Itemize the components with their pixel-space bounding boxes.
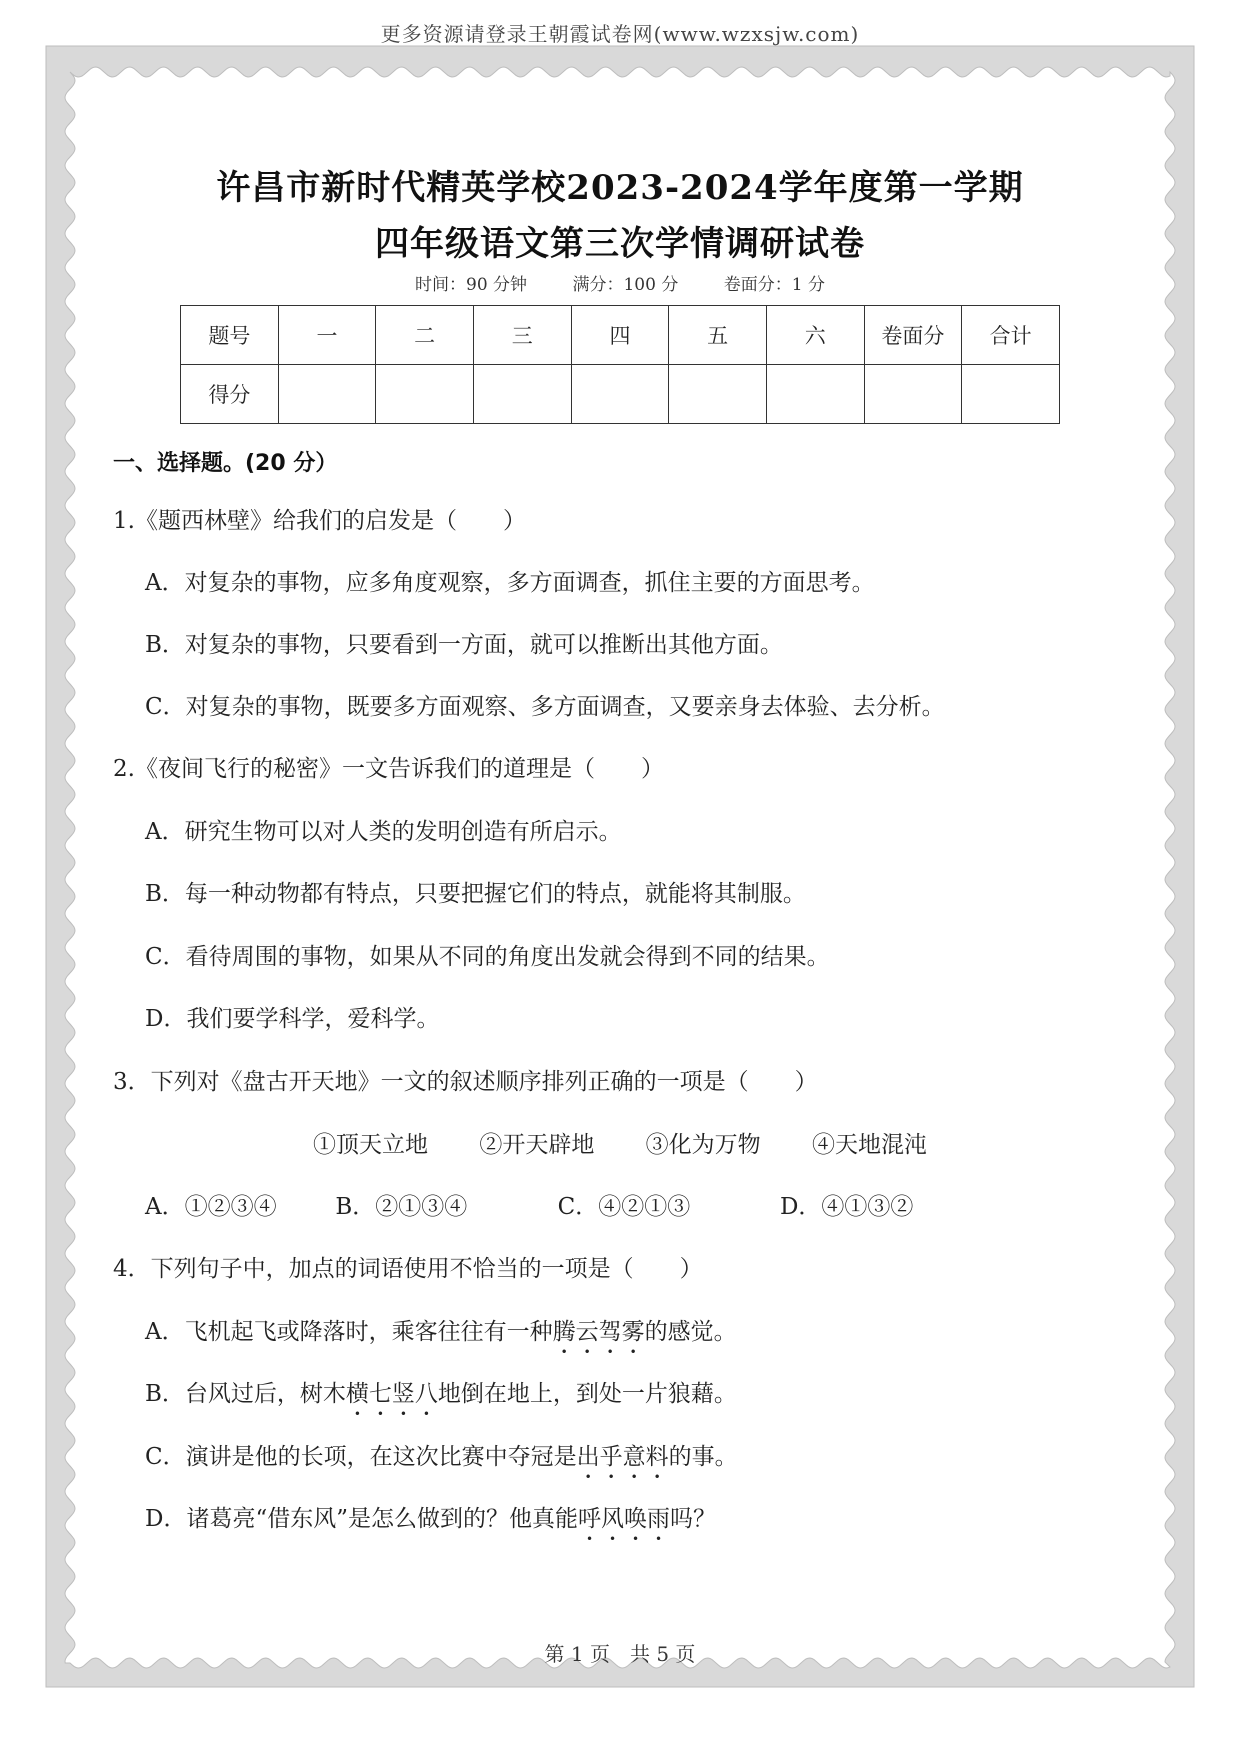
page-footer: 第 1 页 共 5 页 [544, 1642, 696, 1666]
score-table-header-row [181, 306, 1060, 365]
score-table-score-row [181, 365, 1060, 424]
question-3-option-d: D．④①③② [779, 1194, 914, 1220]
score-cell[interactable] [473, 365, 571, 424]
full-score: 满分：100 分 [572, 275, 679, 295]
option-text: A．飞机起飞或降落时，乘客往往有一种 [145, 1319, 553, 1345]
score-header-cell: 三 [473, 306, 571, 365]
dotted-word: 横七竖八 [345, 1381, 438, 1407]
dotted-word: 腾云驾雾 [552, 1319, 645, 1345]
sequence-item: ③化为万物 [645, 1132, 761, 1158]
question-4-option-d [145, 1500, 716, 1546]
question-3-options [145, 1188, 913, 1221]
score-header-cell: 题号 [181, 306, 279, 365]
option-text: B．台风过后，树木 [145, 1381, 346, 1407]
question-3-option-a: A．①②③④ [145, 1194, 277, 1220]
question-4-option-a [145, 1313, 737, 1359]
site-banner: 更多资源请登录王朝霞试卷网(www.wzxsjw.com) [380, 22, 860, 46]
option-text: C．演讲是他的长项，在这次比赛中夺冠是 [145, 1444, 577, 1470]
question-4-stem: 4．下列句子中，加点的词语使用不恰当的一项是（ ） [113, 1256, 703, 1282]
score-header-cell: 合计 [962, 306, 1060, 365]
option-text: D．诸葛亮“借东风”是怎么做到的？他真能 [145, 1506, 578, 1532]
score-table [180, 305, 1060, 424]
score-header-cell: 五 [669, 306, 767, 365]
exam-title-line2: 四年级语文第三次学情调研试卷 [375, 224, 865, 264]
option-text: 的感觉。 [644, 1319, 737, 1345]
score-header-cell: 六 [766, 306, 864, 365]
sequence-item: ①顶天立地 [313, 1132, 429, 1158]
score-cell[interactable] [766, 365, 864, 424]
option-text: 的事。 [668, 1444, 738, 1470]
option-text: 吗？ [669, 1506, 716, 1532]
score-cell[interactable] [278, 365, 376, 424]
sequence-item: ②开天辟地 [479, 1132, 595, 1158]
question-4-option-c [145, 1438, 738, 1484]
question-2-option-d: D．我们要学科学，爱科学。 [145, 1006, 440, 1032]
score-cell[interactable] [864, 365, 962, 424]
score-header-cell: 一 [278, 306, 376, 365]
option-text: 地倒在地上，到处一片狼藉。 [437, 1381, 737, 1407]
score-cell[interactable] [376, 365, 474, 424]
score-header-cell: 四 [571, 306, 669, 365]
question-4-option-b [145, 1375, 737, 1421]
question-1-stem: 1.《题西林壁》给我们的启发是（ ） [113, 508, 526, 534]
question-3-stem: 3．下列对《盘古开天地》一文的叙述顺序排列正确的一项是（ ） [113, 1069, 818, 1095]
question-3-option-c: C．④②①③ [557, 1194, 691, 1220]
sequence-item: ④天地混沌 [811, 1132, 927, 1158]
exam-meta [0, 270, 1240, 295]
question-1-option-c: C．对复杂的事物，既要多方面观察、多方面调查，又要亲身去体验、去分析。 [145, 694, 945, 720]
time-limit: 时间：90 分钟 [415, 275, 528, 295]
score-cell[interactable] [669, 365, 767, 424]
question-3-sequence [0, 1126, 1240, 1159]
question-2-option-a: A．研究生物可以对人类的发明创造有所启示。 [145, 819, 622, 845]
dotted-word: 呼风唤雨 [577, 1506, 670, 1532]
score-header-cell: 卷面分 [864, 306, 962, 365]
section-title: 一、选择题。(20 分） [113, 451, 338, 476]
question-1-option-a: A．对复杂的事物，应多角度观察，多方面调查，抓住主要的方面思考。 [145, 570, 875, 596]
question-1-option-b: B．对复杂的事物，只要看到一方面，就可以推断出其他方面。 [145, 632, 783, 658]
score-cell[interactable] [962, 365, 1060, 424]
neatness-score: 卷面分：1 分 [723, 275, 825, 295]
score-cell[interactable] [571, 365, 669, 424]
question-3-option-b: B．②①③④ [335, 1194, 468, 1220]
score-row-label: 得分 [181, 365, 279, 424]
question-2-option-b: B．每一种动物都有特点，只要把握它们的特点，就能将其制服。 [145, 881, 806, 907]
question-2-option-c: C．看待周围的事物，如果从不同的角度出发就会得到不同的结果。 [145, 944, 830, 970]
score-header-cell: 二 [376, 306, 474, 365]
exam-title-line1: 许昌市新时代精英学校2023-2024学年度第一学期 [216, 168, 1024, 208]
dotted-word: 出乎意料 [576, 1444, 669, 1470]
question-2-stem: 2.《夜间飞行的秘密》一文告诉我们的道理是（ ） [113, 756, 664, 782]
